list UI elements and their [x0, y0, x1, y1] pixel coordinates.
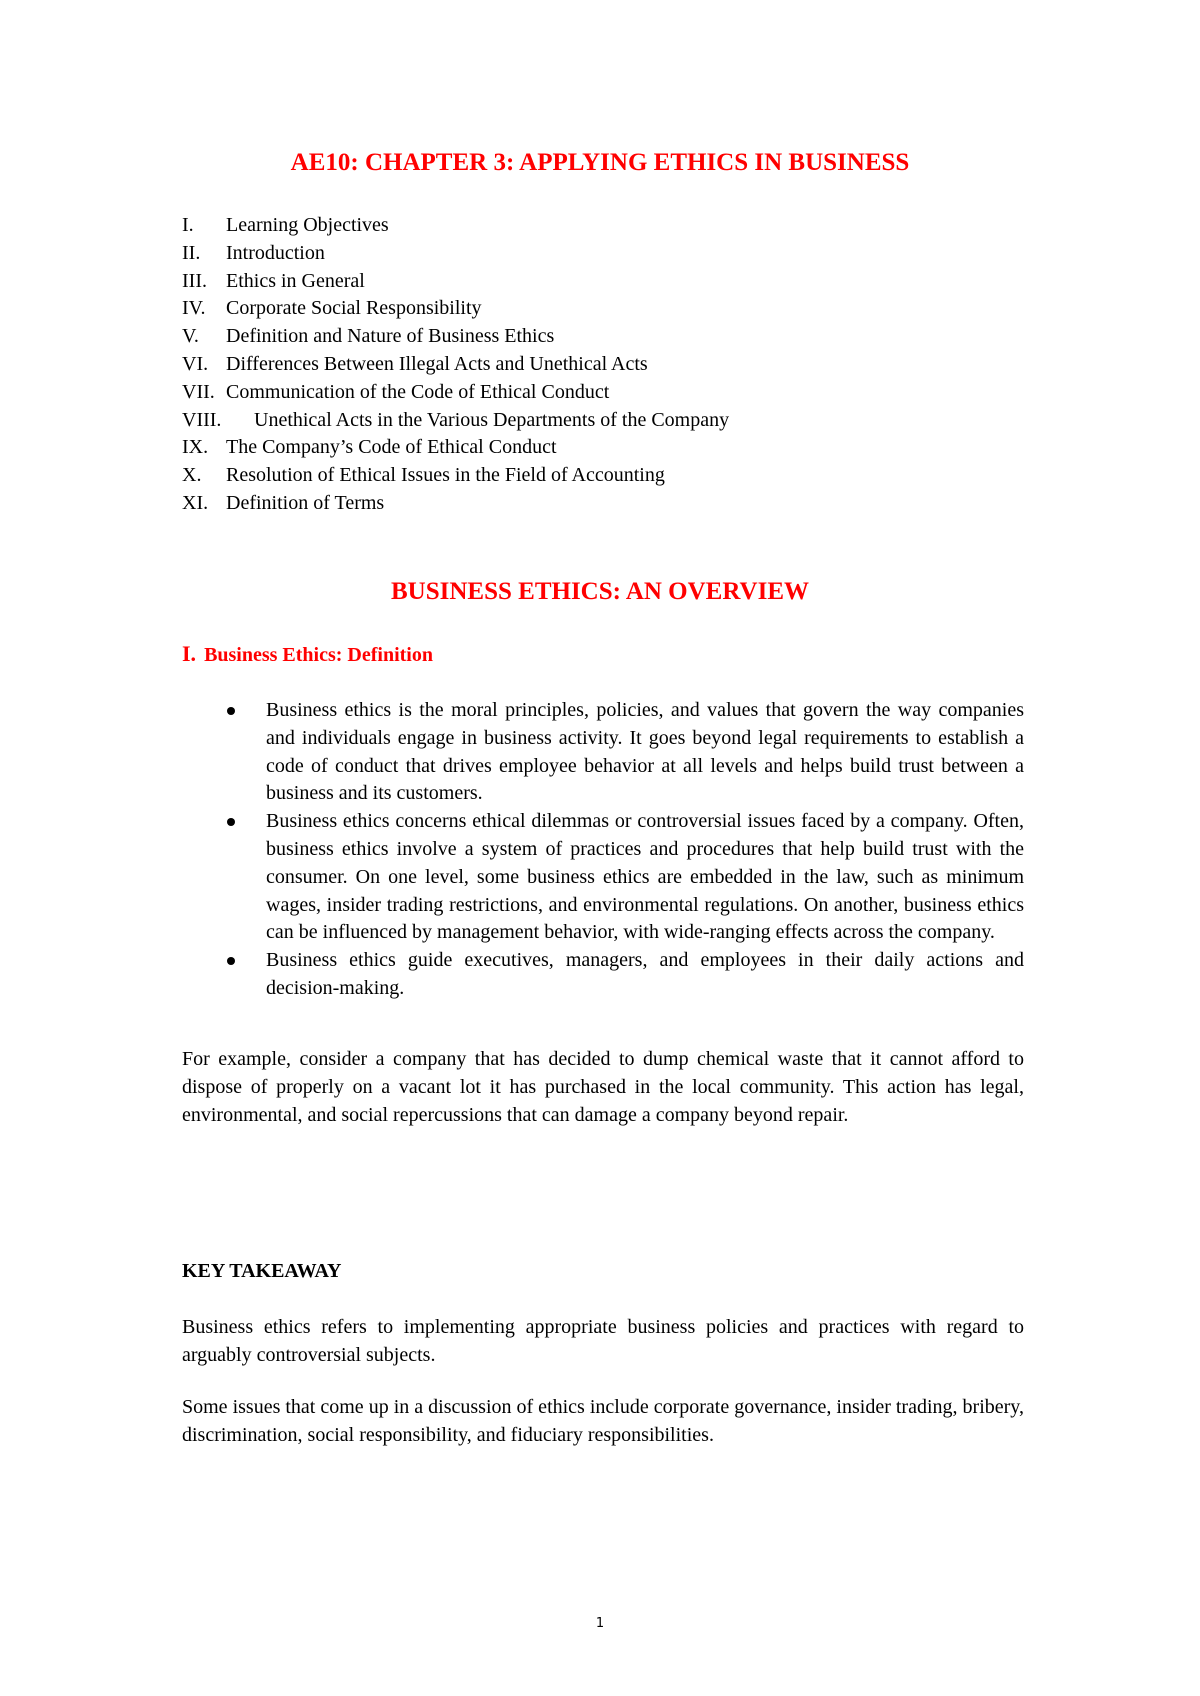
- toc-item: [182, 379, 729, 407]
- toc-text: Learning Objectives: [226, 214, 389, 236]
- section-title: BUSINESS ETHICS: AN OVERVIEW: [391, 578, 809, 605]
- subsection-heading: [182, 640, 433, 669]
- subsection-text: Business Ethics: Definition: [204, 644, 433, 666]
- toc-text: Resolution of Ethical Issues in the Field of Accounting: [226, 464, 665, 487]
- toc-item: [182, 462, 729, 490]
- toc-item: [182, 212, 729, 240]
- bullet-text: Business ethics concerns ethical dilemmas or controversial issues faced by a company. Often, business ethics involve a system of practices and procedures that help build trust with the consumer. On one level, some business ethics are embedded in the law, such as minimum wages, insider trading restrictions, and environmental regulations. On another, business ethics can be influenced by management behavior, with wide-ranging effects across the company.: [266, 810, 1024, 944]
- bullet-dot-icon: [227, 957, 235, 965]
- toc-number: XI.: [182, 491, 209, 514]
- toc-text: Differences Between Illegal Acts and Unethical Acts: [226, 352, 648, 375]
- toc-number: I.: [182, 214, 194, 236]
- toc-number: V.: [182, 325, 199, 348]
- toc-item: [182, 295, 729, 323]
- bullet-item: [224, 947, 1024, 1003]
- toc-text: Ethics in General: [226, 269, 365, 292]
- toc-item: [182, 490, 729, 518]
- issues-paragraph: Some issues that come up in a discussion of ethics include corporate governance, insider trading, bribery, discrimination, social responsibility, and fiduciary responsibilities.: [182, 1396, 1024, 1446]
- subsection-number: I.: [182, 641, 197, 666]
- toc-item: [182, 434, 729, 462]
- toc-number: IX.: [182, 436, 209, 459]
- toc-text: Unethical Acts in the Various Departments of the Company: [254, 408, 730, 431]
- toc-number: III.: [182, 269, 207, 292]
- takeaway-paragraph: Business ethics refers to implementing appropriate business policies and practices with regard to arguably controversial subjects.: [182, 1316, 1024, 1366]
- bullet-text: Business ethics guide executives, managers, and employees in their daily actions and decision-making.: [266, 949, 1024, 999]
- toc-item: [182, 268, 729, 296]
- toc-text: Communication of the Code of Ethical Conduct: [226, 380, 610, 403]
- definition-bullet-list: [224, 697, 1024, 1003]
- toc-text: Definition and Nature of Business Ethics: [226, 325, 555, 348]
- toc-number: X.: [182, 464, 202, 487]
- toc-number: VI.: [182, 352, 209, 375]
- toc-number: VII.: [182, 380, 215, 403]
- toc-text: Introduction: [226, 241, 325, 264]
- toc-number: II.: [182, 241, 201, 264]
- toc-text: Definition of Terms: [226, 491, 385, 514]
- chapter-title: AE10: CHAPTER 3: APPLYING ETHICS IN BUSINESS: [290, 149, 910, 176]
- bullet-item: [224, 808, 1024, 947]
- toc-item: [182, 323, 729, 351]
- page-number: 1: [595, 1616, 605, 1631]
- bullet-text: Business ethics is the moral principles, policies, and values that govern the way companies and individuals engage in business activity. It goes beyond legal requirements to establish a code of conduct that drives employee behavior at all levels and helps build trust between a business and its customers.: [266, 699, 1024, 805]
- toc-number: VIII.: [182, 408, 222, 431]
- bullet-dot-icon: [227, 707, 235, 715]
- bullet-item: [224, 697, 1024, 808]
- bullet-dot-icon: [227, 818, 235, 826]
- toc-item: [182, 240, 729, 268]
- toc-item: [182, 351, 729, 379]
- table-of-contents: [182, 212, 729, 518]
- toc-item: [182, 407, 729, 435]
- key-takeaway-heading: KEY TAKEAWAY: [182, 1260, 342, 1282]
- example-paragraph: For example, consider a company that has decided to dump chemical waste that it cannot afford to dispose of properly on a vacant lot it has purchased in the local community. This action has legal, environmental, and social repercussions that can damage a company beyond repair.: [182, 1048, 1024, 1126]
- toc-text: The Company’s Code of Ethical Conduct: [226, 436, 557, 459]
- toc-text: Corporate Social Responsibility: [226, 297, 482, 320]
- toc-number: IV.: [182, 297, 206, 320]
